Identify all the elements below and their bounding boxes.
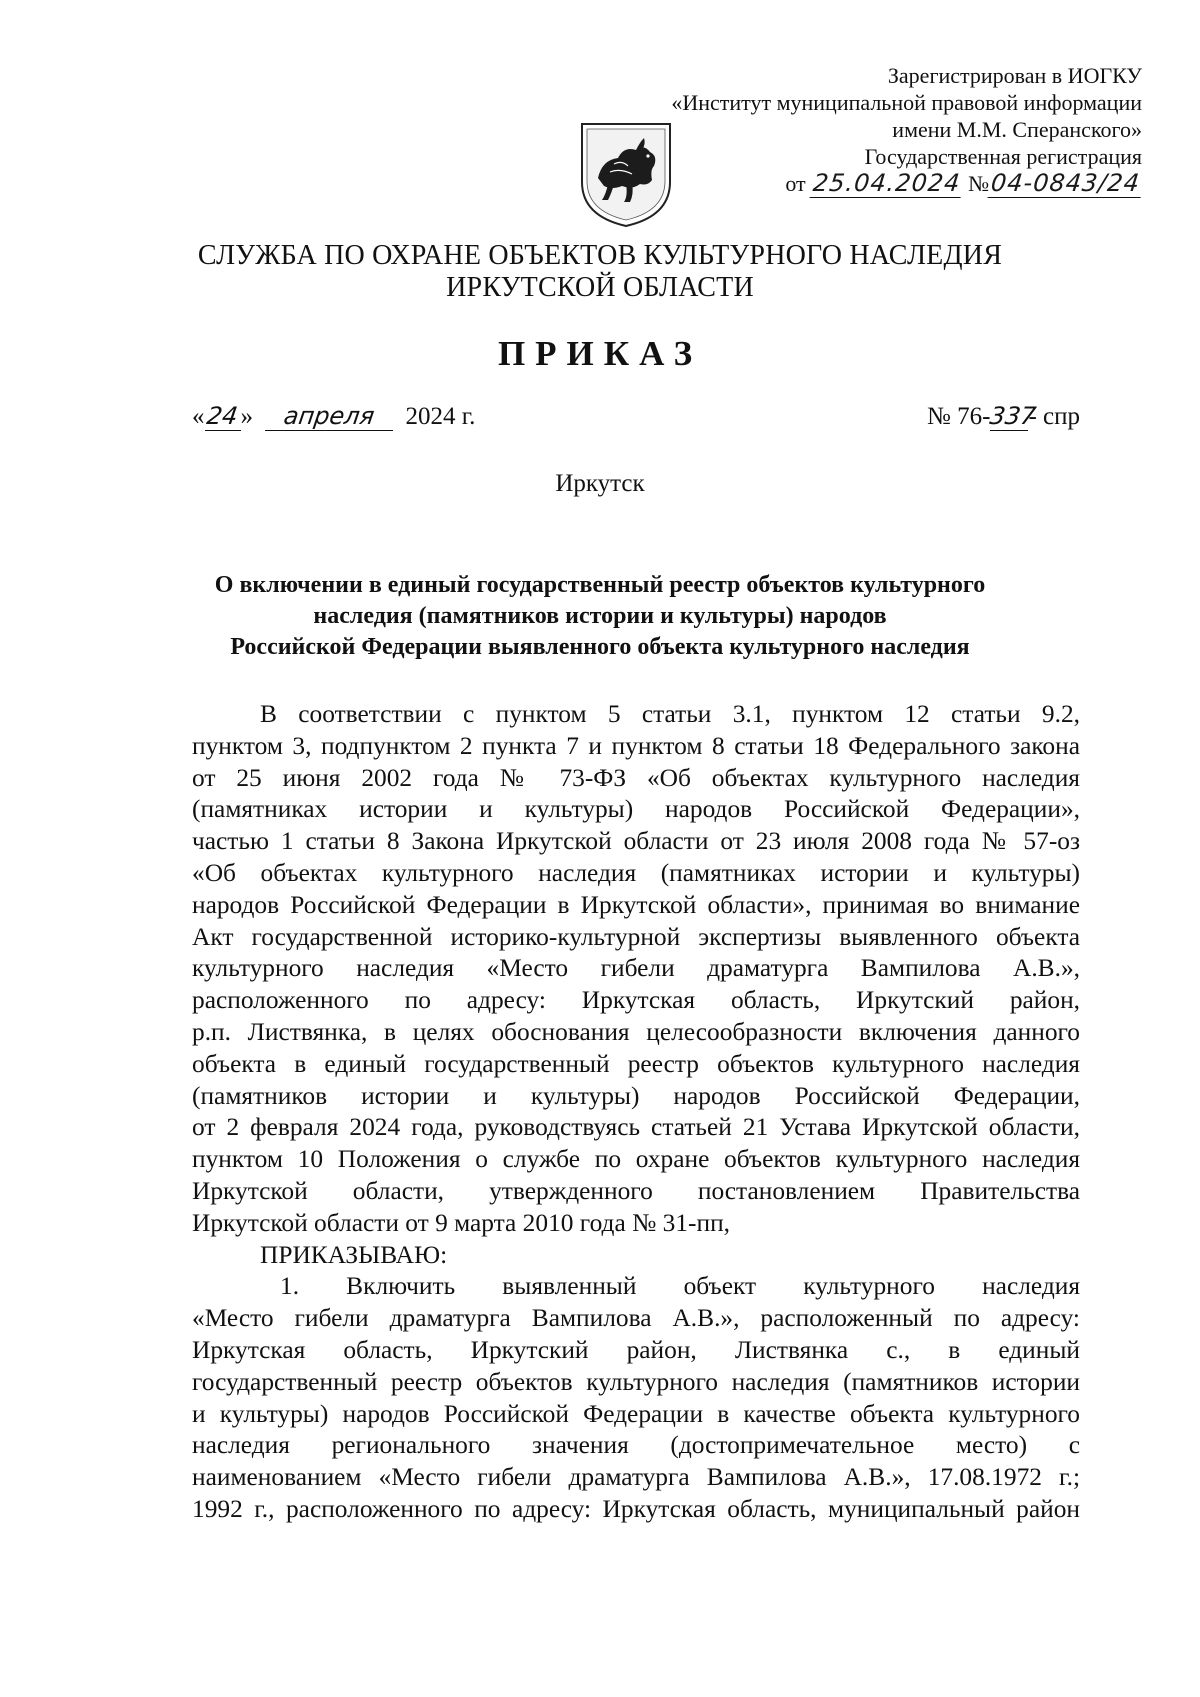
date-close-quote: » (240, 403, 253, 430)
order-title-line-2: наследия (памятников истории и культуры) народов (313, 603, 887, 629)
order-date-row (192, 403, 1080, 439)
registration-line-2: «Институт муниципальной правовой информации (671, 90, 1142, 115)
order-directive: ПРИКАЗЫВАЮ: (260, 1240, 448, 1269)
body-line: (памятников истории и культуры) народов Российской Федерации, (192, 1081, 1080, 1110)
order-title-line-1: О включении в единый государственный реестр объектов культурного (214, 572, 986, 598)
date-day: 24 (205, 402, 240, 430)
body-line: народов Российской Федерации в Иркутской области», принимая во внимание (192, 890, 1080, 919)
clause-1-line: «Место гибели драматурга Вампилова А.В.», расположенный по адресу: (192, 1304, 1080, 1333)
agency-name-line-1: СЛУЖБА ПО ОХРАНЕ ОБЪЕКТОВ КУЛЬТУРНОГО НАСЛЕДИЯ (197, 240, 1003, 271)
body-line: Иркутской области, утвержденного постановлением Правительства (192, 1176, 1080, 1205)
agency-name-line-2: ИРКУТСКОЙ ОБЛАСТИ (446, 272, 754, 303)
body-line: объекта в единый государственный реестр объектов культурного наследия (192, 1049, 1080, 1078)
clause-1-line: и культуры) народов Российской Федерации в качестве объекта культурного (192, 1399, 1080, 1428)
order-number-value: 337 (988, 402, 1039, 430)
date-year: 2024 г. (405, 403, 476, 430)
body-line: частью 1 статьи 8 Закона Иркутской области от 23 июля 2008 года № 57-оз (192, 827, 1080, 856)
body-line: В соответствии с пунктом 5 статьи 3.1, пунктом 12 статьи 9.2, (260, 700, 1080, 728)
registration-number: 04-0843/24 (988, 170, 1144, 198)
order-title (150, 570, 1050, 663)
city-name: Иркутск (555, 470, 645, 497)
date-day-field (205, 403, 241, 431)
clause-1-line: Иркутская область, Иркутский район, Листвянка с., в единый (192, 1335, 1080, 1364)
date-month-field (265, 403, 393, 431)
registration-stamp (622, 62, 1142, 198)
clause-1-line: государственный реестр объектов культурного наследия (памятников истории (192, 1367, 1080, 1396)
body-line: Иркутской области от 9 марта 2010 года № 31-пп, (192, 1208, 731, 1237)
order-title-line-3: Российской Федерации выявленного объекта культурного наследия (230, 634, 970, 660)
order-date (192, 403, 475, 431)
registration-date-number-line (622, 170, 1142, 198)
clause-1-line: наименованием «Место гибели драматурга Вампилова А.В.», 17.08.1972 г.; (192, 1463, 1080, 1492)
order-number-field (988, 402, 1039, 431)
order-body (192, 699, 1080, 1526)
body-line: пунктом 3, подпунктом 2 пункта 7 и пунктом 8 статьи 18 Федерального закона (192, 731, 1080, 760)
registration-from-label: от (785, 171, 806, 196)
registration-date: 25.04.2024 (810, 170, 964, 198)
body-line: (памятниках истории и культуры) народов Российской Федерации», (192, 795, 1080, 824)
registration-line-3: имени М.М. Сперанского» (892, 117, 1142, 142)
body-line: «Об объектах культурного наследия (памятниках истории и культуры) (192, 858, 1080, 887)
clause-1-line: 1992 г., расположенного по адресу: Иркутская область, муниципальный район (192, 1494, 1080, 1523)
body-line: от 2 февраля 2024 года, руководствуясь статьей 21 Устава Иркутской области, (192, 1113, 1080, 1142)
body-line: Акт государственной историко-культурной экспертизы выявленного объекта (192, 922, 1080, 951)
body-line: расположенного по адресу: Иркутская область, Иркутский район, (192, 986, 1080, 1015)
date-open-quote: « (192, 403, 205, 430)
registration-line-1: Зарегистрирован в ИОГКУ (887, 63, 1142, 88)
order-number-prefix: № 76- (927, 403, 991, 430)
registration-number-label: № (968, 171, 990, 196)
body-line: от 25 июня 2002 года № 73-ФЗ «Об объектах культурного наследия (192, 763, 1080, 792)
body-line: р.п. Листвянка, в целях обоснования целесообразности включения данного (192, 1017, 1080, 1046)
order-number (927, 403, 1080, 431)
body-line: пунктом 10 Положения о службе по охране объектов культурного наследия (192, 1145, 1080, 1174)
order-number-suffix: - спр (1028, 403, 1080, 430)
agency-name (0, 240, 1200, 304)
registration-line-4: Государственная регистрация (864, 144, 1142, 169)
body-line: культурного наследия «Место гибели драматурга Вампилова А.В.», (192, 954, 1080, 983)
date-month: апреля (282, 402, 377, 430)
clause-1-line: наследия регионального значения (достопримечательное место) с (192, 1431, 1080, 1460)
document-type-heading: ПРИКАЗ (497, 334, 703, 373)
clause-1-line: 1. Включить выявленный объект культурного наследия (280, 1272, 1080, 1301)
